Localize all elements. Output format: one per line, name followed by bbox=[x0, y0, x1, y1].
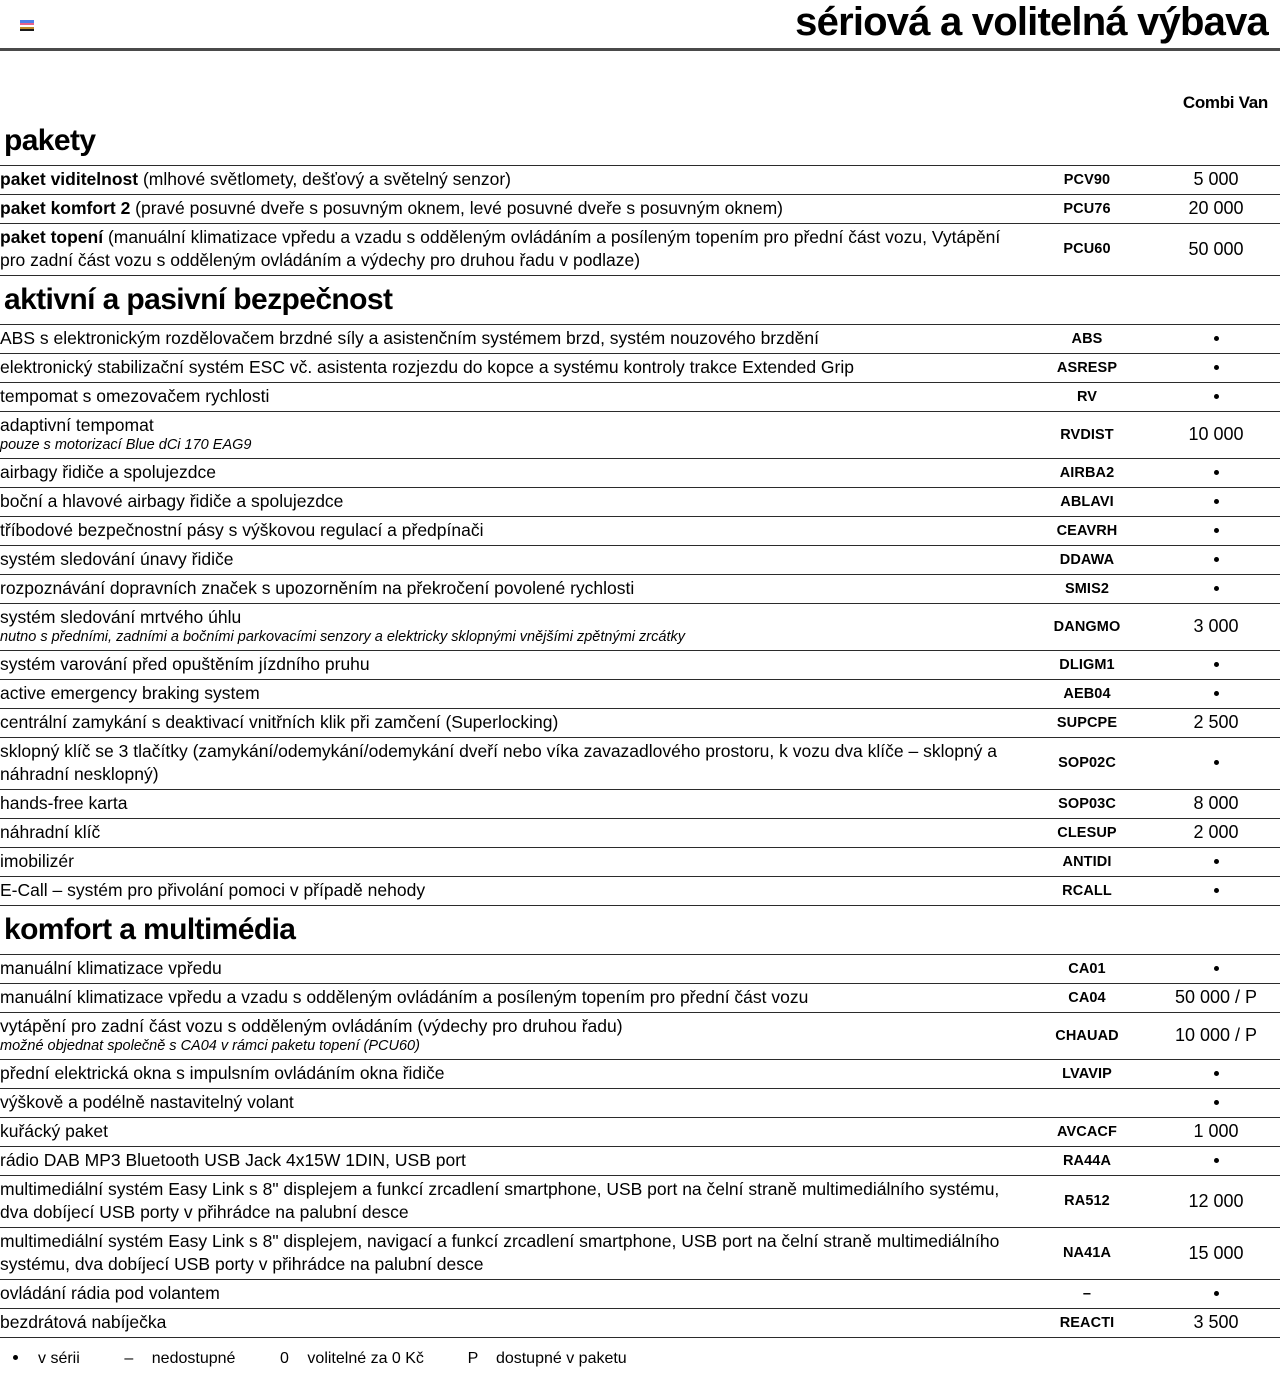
table-row bbox=[0, 546, 1280, 575]
option-code: ABS bbox=[1022, 325, 1152, 354]
table-row bbox=[0, 488, 1280, 517]
availability-value bbox=[1152, 517, 1280, 546]
table-row bbox=[0, 1280, 1280, 1309]
table-row bbox=[0, 1013, 1280, 1060]
availability-value bbox=[1152, 955, 1280, 984]
legend-label: volitelné za 0 Kč bbox=[307, 1350, 424, 1367]
standard-equipment-dot-icon bbox=[1214, 365, 1219, 370]
table-row bbox=[0, 412, 1280, 459]
table-row bbox=[0, 1176, 1280, 1228]
availability-value: 3 500 bbox=[1152, 1309, 1280, 1338]
option-code: DLIGM1 bbox=[1022, 651, 1152, 680]
standard-equipment-dot-icon bbox=[1214, 691, 1219, 696]
feature-description-main: ovládání rádia pod volantem bbox=[0, 1283, 220, 1303]
feature-description-main: paket viditelnost (mlhové světlomety, dešťový a světelný senzor) bbox=[0, 169, 512, 189]
feature-description-main: sklopný klíč se 3 tlačítky (zamykání/odemykání/odemykání dveří nebo víka zavazadlového prostoru, k vozu dva klíče – sklopný a náhradní nesklopný) bbox=[0, 741, 998, 784]
feature-description-main: airbagy řidiče a spolujezdce bbox=[0, 462, 216, 482]
option-code: SOP03C bbox=[1022, 790, 1152, 819]
feature-description bbox=[0, 1228, 1022, 1280]
standard-equipment-dot-icon bbox=[1214, 859, 1219, 864]
option-code: RA512 bbox=[1022, 1176, 1152, 1228]
feature-description bbox=[0, 877, 1022, 906]
table-row bbox=[0, 709, 1280, 738]
standard-equipment-dot-icon bbox=[1214, 336, 1219, 341]
feature-description-main: manuální klimatizace vpředu bbox=[0, 958, 222, 978]
standard-equipment-dot-icon bbox=[1214, 760, 1219, 765]
availability-value: 2 500 bbox=[1152, 709, 1280, 738]
feature-description-main: manuální klimatizace vpředu a vzadu s odděleným ovládáním a posíleným topením pro přední část vozu bbox=[0, 987, 809, 1007]
feature-description-main: E-Call – systém pro přivolání pomoci v případě nehody bbox=[0, 880, 426, 900]
standard-equipment-dot-icon bbox=[1214, 1158, 1219, 1163]
availability-value: 8 000 bbox=[1152, 790, 1280, 819]
renault-flag-icon bbox=[20, 20, 34, 31]
feature-description-main: multimediální systém Easy Link s 8" displejem a funkcí zrcadlení smartphone, USB port na čelní straně multimediálního systému, dva dobíjecí USB porty v přihrádce na palubní desce bbox=[0, 1179, 1000, 1222]
table-row bbox=[0, 325, 1280, 354]
option-code: RVDIST bbox=[1022, 412, 1152, 459]
availability-value bbox=[1152, 1280, 1280, 1309]
option-code: AEB04 bbox=[1022, 680, 1152, 709]
spec-table bbox=[0, 324, 1280, 906]
option-code: CEAVRH bbox=[1022, 517, 1152, 546]
feature-description-main: hands-free karta bbox=[0, 793, 128, 813]
standard-equipment-dot-icon bbox=[1214, 557, 1219, 562]
availability-value: 12 000 bbox=[1152, 1176, 1280, 1228]
spec-table bbox=[0, 954, 1280, 1338]
section-title: pakety bbox=[4, 124, 96, 157]
feature-description bbox=[0, 1176, 1022, 1228]
option-code: RA44A bbox=[1022, 1147, 1152, 1176]
table-row bbox=[0, 1309, 1280, 1338]
availability-value bbox=[1152, 848, 1280, 877]
standard-equipment-dot-icon bbox=[1214, 528, 1219, 533]
feature-description-main: boční a hlavové airbagy řidiče a spolujezdce bbox=[0, 491, 344, 511]
feature-description-main: ABS s elektronickým rozdělovačem brzdné síly a asistenčním systémem brzd, systém nouzového brzdění bbox=[0, 328, 819, 348]
feature-description bbox=[0, 1118, 1022, 1147]
feature-description-note: nutno s předními, zadními a bočními parkovacími senzory a elektricky sklopnými vnějšími zpětnými zrcátky bbox=[0, 629, 685, 645]
option-code: DDAWA bbox=[1022, 546, 1152, 575]
feature-description bbox=[0, 984, 1022, 1013]
availability-value bbox=[1152, 651, 1280, 680]
feature-description-main: active emergency braking system bbox=[0, 683, 260, 703]
table-row bbox=[0, 1228, 1280, 1280]
section bbox=[0, 117, 1280, 276]
availability-value bbox=[1152, 488, 1280, 517]
availability-value: 1 000 bbox=[1152, 1118, 1280, 1147]
feature-description bbox=[0, 325, 1022, 354]
spec-sections bbox=[0, 117, 1280, 1338]
feature-description-main: bezdrátová nabíječka bbox=[0, 1312, 167, 1332]
feature-description bbox=[0, 412, 1022, 459]
option-code: ABLAVI bbox=[1022, 488, 1152, 517]
section-title: aktivní a pasivní bezpečnost bbox=[4, 283, 393, 316]
option-code: REACTI bbox=[1022, 1309, 1152, 1338]
table-row bbox=[0, 877, 1280, 906]
option-code: NA41A bbox=[1022, 1228, 1152, 1280]
feature-description bbox=[0, 848, 1022, 877]
option-code: CA01 bbox=[1022, 955, 1152, 984]
option-code: SUPCPE bbox=[1022, 709, 1152, 738]
availability-value: 10 000 bbox=[1152, 412, 1280, 459]
option-code: CHAUAD bbox=[1022, 1013, 1152, 1060]
standard-equipment-dot-icon bbox=[1214, 888, 1219, 893]
feature-description-main: elektronický stabilizační systém ESC vč. asistenta rozjezdu do kopce a systému kontroly trakce Extended Grip bbox=[0, 357, 854, 377]
feature-description bbox=[0, 709, 1022, 738]
section bbox=[0, 276, 1280, 906]
standard-equipment-dot-icon bbox=[1214, 470, 1219, 475]
availability-value bbox=[1152, 459, 1280, 488]
availability-value: 3 000 bbox=[1152, 604, 1280, 651]
legend-symbol: – bbox=[124, 1350, 134, 1367]
column-header-band bbox=[0, 51, 1280, 117]
option-code: RV bbox=[1022, 383, 1152, 412]
table-row bbox=[0, 848, 1280, 877]
legend-label: nedostupné bbox=[151, 1350, 236, 1367]
legend-symbol: 0 bbox=[279, 1350, 289, 1367]
feature-description-main: přední elektrická okna s impulsním ovládáním okna řidiče bbox=[0, 1063, 445, 1083]
table-row bbox=[0, 790, 1280, 819]
table-row bbox=[0, 383, 1280, 412]
table-row bbox=[0, 984, 1280, 1013]
option-code: SMIS2 bbox=[1022, 575, 1152, 604]
table-row bbox=[0, 517, 1280, 546]
availability-value bbox=[1152, 877, 1280, 906]
availability-value bbox=[1152, 680, 1280, 709]
feature-description-main: adaptivní tempomat bbox=[0, 415, 154, 435]
feature-description bbox=[0, 1147, 1022, 1176]
feature-description-main: výškově a podélně nastavitelný volant bbox=[0, 1092, 294, 1112]
standard-equipment-dot-icon bbox=[1214, 1291, 1219, 1296]
option-code: PCU76 bbox=[1022, 195, 1152, 224]
spec-table bbox=[0, 165, 1280, 276]
feature-description bbox=[0, 604, 1022, 651]
feature-description bbox=[0, 575, 1022, 604]
availability-value: 10 000 / P bbox=[1152, 1013, 1280, 1060]
feature-description bbox=[0, 1013, 1022, 1060]
table-row bbox=[0, 1147, 1280, 1176]
page-title: sériová a volitelná výbava bbox=[795, 0, 1268, 44]
option-code: CLESUP bbox=[1022, 819, 1152, 848]
table-row bbox=[0, 195, 1280, 224]
feature-description bbox=[0, 1280, 1022, 1309]
option-code bbox=[1022, 1089, 1152, 1118]
option-code: LVAVIP bbox=[1022, 1060, 1152, 1089]
feature-description-main: multimediální systém Easy Link s 8" displejem, navigací a funkcí zrcadlení smartphone, USB port na čelní straně multimediálního systému, dva dobíjecí USB porty v přihrádce na palubní desce bbox=[0, 1231, 1000, 1274]
feature-description bbox=[0, 790, 1022, 819]
availability-value bbox=[1152, 575, 1280, 604]
feature-description bbox=[0, 488, 1022, 517]
feature-description bbox=[0, 546, 1022, 575]
option-code: DANGMO bbox=[1022, 604, 1152, 651]
feature-description bbox=[0, 651, 1022, 680]
feature-description bbox=[0, 383, 1022, 412]
availability-value bbox=[1152, 1060, 1280, 1089]
standard-equipment-dot-icon bbox=[1214, 586, 1219, 591]
feature-description-main: paket komfort 2 (pravé posuvné dveře s posuvným oknem, levé posuvné dveře s posuvným oknem) bbox=[0, 198, 783, 218]
availability-value: 5 000 bbox=[1152, 166, 1280, 195]
feature-description bbox=[0, 166, 1022, 195]
standard-equipment-dot-icon bbox=[1214, 1071, 1219, 1076]
standard-equipment-dot-icon bbox=[1214, 662, 1219, 667]
availability-value: 20 000 bbox=[1152, 195, 1280, 224]
feature-description bbox=[0, 680, 1022, 709]
feature-description bbox=[0, 354, 1022, 383]
availability-value: 50 000 bbox=[1152, 224, 1280, 276]
legend-symbol: P bbox=[467, 1350, 479, 1367]
availability-value: 50 000 / P bbox=[1152, 984, 1280, 1013]
feature-description bbox=[0, 224, 1022, 276]
feature-description-main: vytápění pro zadní část vozu s odděleným ovládáním (výdechy pro druhou řadu) bbox=[0, 1016, 623, 1036]
table-row bbox=[0, 354, 1280, 383]
legend-symbol bbox=[6, 1350, 24, 1368]
feature-description-main: paket topení (manuální klimatizace vpředu a vzadu s odděleným ovládáním a posíleným topením pro přední část vozu, Vytápění pro zadní část vozu s odděleným ovládáním a výdechy pro druhou řadu v podlaze) bbox=[0, 227, 1001, 270]
option-code: ASRESP bbox=[1022, 354, 1152, 383]
option-code: PCU60 bbox=[1022, 224, 1152, 276]
feature-description-main: systém varování před opuštěním jízdního pruhu bbox=[0, 654, 370, 674]
column-header-combi-van: Combi Van bbox=[1182, 93, 1268, 112]
table-row bbox=[0, 738, 1280, 790]
table-row bbox=[0, 1060, 1280, 1089]
availability-value bbox=[1152, 738, 1280, 790]
feature-description-main: tempomat s omezovačem rychlosti bbox=[0, 386, 270, 406]
section bbox=[0, 906, 1280, 1338]
feature-description-main: kuřácký paket bbox=[0, 1121, 108, 1141]
standard-equipment-dot-icon bbox=[1214, 1100, 1219, 1105]
page-header bbox=[0, 0, 1280, 46]
availability-value: 15 000 bbox=[1152, 1228, 1280, 1280]
feature-description-main: tříbodové bezpečnostní pásy s výškovou regulací a předpínači bbox=[0, 520, 484, 540]
legend-dot-icon bbox=[13, 1355, 18, 1360]
feature-description-main: rozpoznávání dopravních značek s upozorněním na překročení povolené rychlosti bbox=[0, 578, 635, 598]
option-code: PCV90 bbox=[1022, 166, 1152, 195]
feature-description-note: pouze s motorizací Blue dCi 170 EAG9 bbox=[0, 437, 252, 453]
feature-description-main: rádio DAB MP3 Bluetooth USB Jack 4x15W 1DIN, USB port bbox=[0, 1150, 466, 1170]
availability-value bbox=[1152, 354, 1280, 383]
table-row bbox=[0, 604, 1280, 651]
section-title: komfort a multimédia bbox=[4, 913, 296, 946]
legend-label: dostupné v paketu bbox=[495, 1350, 627, 1367]
option-code: ANTIDI bbox=[1022, 848, 1152, 877]
legend-label: v sérii bbox=[38, 1350, 80, 1367]
table-row bbox=[0, 166, 1280, 195]
feature-description bbox=[0, 195, 1022, 224]
availability-value bbox=[1152, 383, 1280, 412]
feature-description bbox=[0, 1060, 1022, 1089]
feature-description bbox=[0, 955, 1022, 984]
table-row bbox=[0, 459, 1280, 488]
table-row bbox=[0, 651, 1280, 680]
feature-description bbox=[0, 819, 1022, 848]
option-code: AVCACF bbox=[1022, 1118, 1152, 1147]
option-code: – bbox=[1022, 1280, 1152, 1309]
availability-value bbox=[1152, 546, 1280, 575]
feature-description bbox=[0, 1089, 1022, 1118]
feature-description-main: imobilizér bbox=[0, 851, 74, 871]
standard-equipment-dot-icon bbox=[1214, 966, 1219, 971]
table-row bbox=[0, 575, 1280, 604]
legend bbox=[0, 1338, 1280, 1378]
table-row bbox=[0, 819, 1280, 848]
availability-value: 2 000 bbox=[1152, 819, 1280, 848]
feature-description bbox=[0, 1309, 1022, 1338]
table-row bbox=[0, 680, 1280, 709]
table-row bbox=[0, 224, 1280, 276]
availability-value bbox=[1152, 325, 1280, 354]
feature-description bbox=[0, 738, 1022, 790]
standard-equipment-dot-icon bbox=[1214, 394, 1219, 399]
feature-description bbox=[0, 459, 1022, 488]
standard-equipment-dot-icon bbox=[1214, 499, 1219, 504]
feature-description-main: systém sledování mrtvého úhlu bbox=[0, 607, 242, 627]
feature-description bbox=[0, 517, 1022, 546]
availability-value bbox=[1152, 1089, 1280, 1118]
option-code: SOP02C bbox=[1022, 738, 1152, 790]
option-code: CA04 bbox=[1022, 984, 1152, 1013]
table-row bbox=[0, 1118, 1280, 1147]
feature-description-main: systém sledování únavy řidiče bbox=[0, 549, 234, 569]
option-code: RCALL bbox=[1022, 877, 1152, 906]
feature-description-main: náhradní klíč bbox=[0, 822, 101, 842]
availability-value bbox=[1152, 1147, 1280, 1176]
feature-description-note: možné objednat společně s CA04 v rámci paketu topení (PCU60) bbox=[0, 1038, 420, 1054]
option-code: AIRBA2 bbox=[1022, 459, 1152, 488]
table-row bbox=[0, 1089, 1280, 1118]
table-row bbox=[0, 955, 1280, 984]
feature-description-main: centrální zamykání s deaktivací vnitřních klik při zamčení (Superlocking) bbox=[0, 712, 559, 732]
